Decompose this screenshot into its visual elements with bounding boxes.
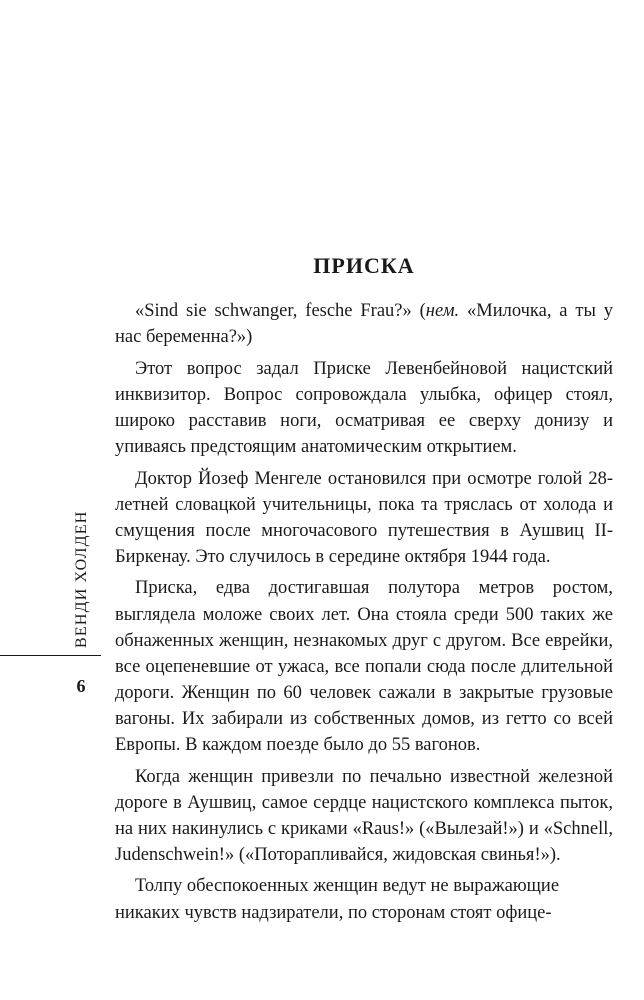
page-number: 6: [76, 676, 86, 696]
paragraph-6: Толпу обеспокоенных женщин ведут не выражающие никаких чувств надзиратели, по сторонам стоят офице-: [115, 876, 560, 923]
paragraph-1-lead: «Sind sie schwanger, fesche Frau?» (: [135, 301, 426, 321]
body-text: [115, 298, 613, 926]
paragraph-4: Приска, едва достигавшая полутора метров ростом, выглядела моложе своих лет. Она стояла среди 500 таких же обнаженных женщин, незнакомых друг с другом. Все еврейки, все оцепеневшие от ужаса, все попали сюда после длительной дороги. Женщин по 60 человек сажали в закрытые грузовые вагоны. Их забирали из собственных домов, из гетто со всей Европы. В каждом поезде было до 55 вагонов.: [115, 578, 613, 755]
paragraph-1: [115, 298, 613, 350]
paragraph-5: Когда женщин привезли по печально известной железной дороге в Аушвиц, самое сердце нацистского комплекса пыток, на них накинулись с криками «Raus!» («Вылезай!») и «Schnell, Judenschwein!» («Поторапливайся, жидовская свинья!»).: [115, 766, 613, 865]
language-note: нем.: [425, 301, 460, 321]
paragraph-3: Доктор Йозеф Менгеле остановился при осмотре голой 28-летней словацкой учительницы, пока та тряслась от холода и смущения после многочасового путешествия в Аушвиц II-Биркенау. Это случилось в середине октября 1944 года.: [115, 468, 613, 567]
folio-divider: [0, 655, 101, 656]
paragraph-2: Этот вопрос задал Приске Левенбейновой нацистский инквизитор. Вопрос сопровождала улыбка, офицер стоял, широко расставив ноги, осматривая ее сверху донизу и упиваясь предстоящим анатомическим открытием.: [115, 358, 613, 457]
paragraph-1-tail: «Милочка, а ты у нас беременна?»): [115, 301, 613, 348]
chapter-title: ПРИСКА: [313, 253, 415, 278]
author-name: ВЕНДИ ХОЛДЕН: [73, 510, 90, 648]
